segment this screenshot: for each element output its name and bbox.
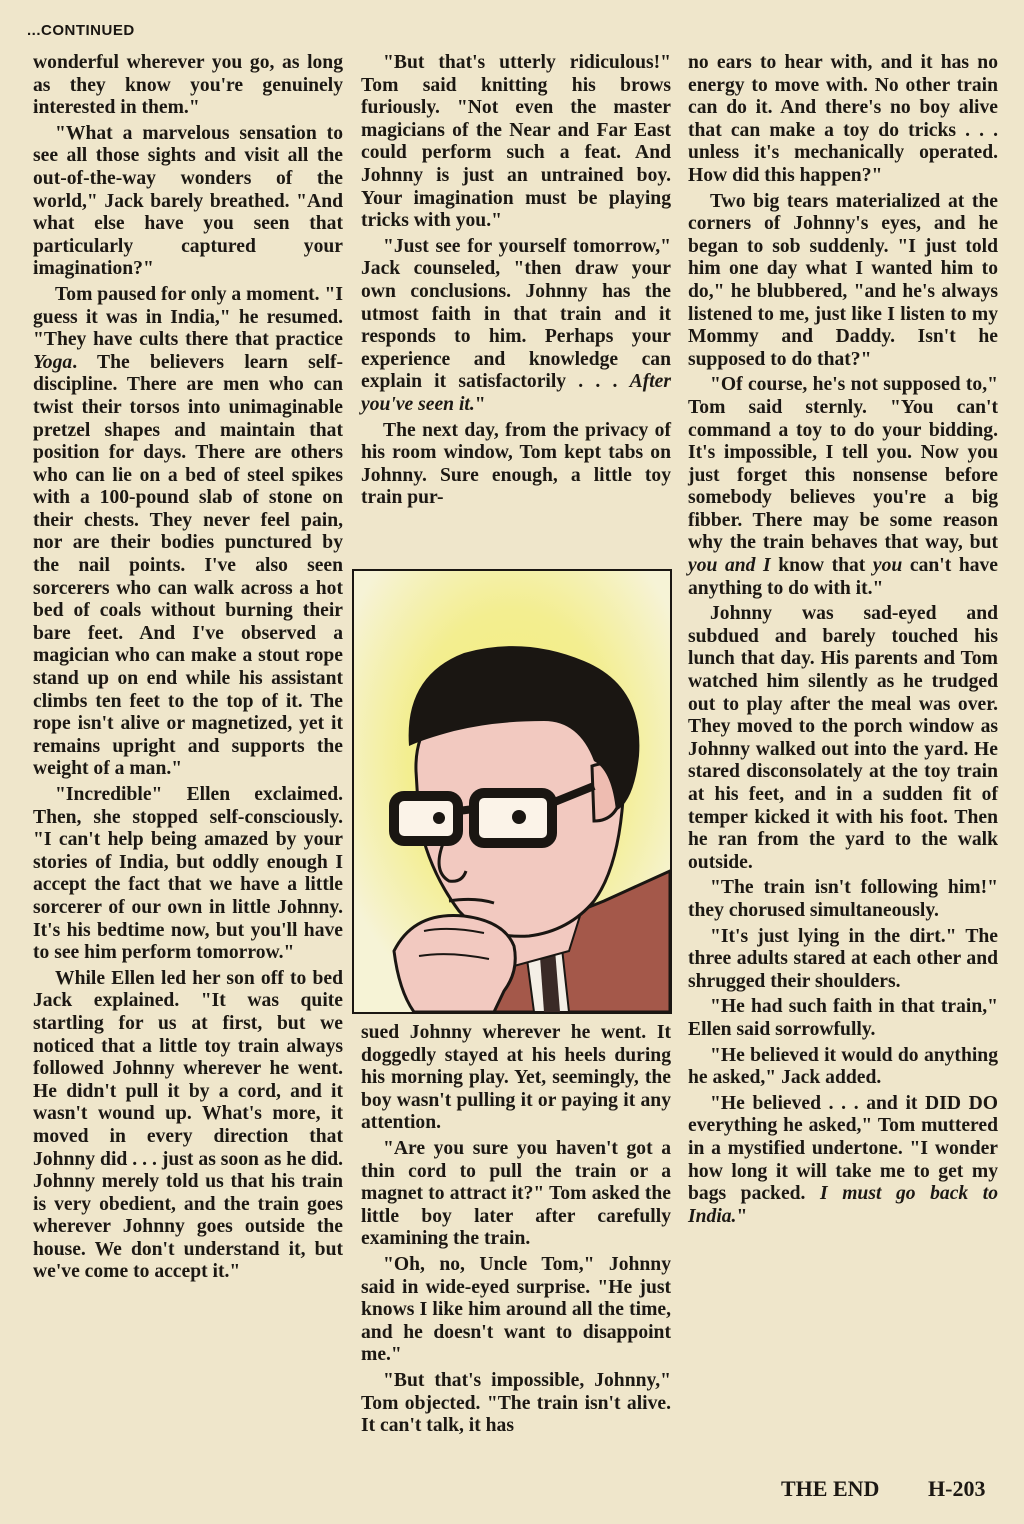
paragraph: "Just see for yourself tomorrow," Jack counseled, "then draw your own conclusions. Johnny has the utmost faith in that train and it responds to him. Perhaps your experience and knowledge can explain it satisfactorily . . . After you've seen it." <box>361 235 671 415</box>
paragraph: "But that's impossible, Johnny," Tom objected. "The train isn't alive. It can't talk, it has <box>361 1369 671 1437</box>
the-end-label: THE END <box>781 1476 880 1501</box>
paragraph: "Are you sure you haven't got a thin cord to pull the train or a magnet to attract it?" Tom asked the little boy later after carefully examining the train. <box>361 1137 671 1250</box>
paragraph: The next day, from the privacy of his room window, Tom kept tabs on Johnny. Sure enough, a little toy train pur- <box>361 419 671 509</box>
paragraph: no ears to hear with, and it has no energy to move with. No other train can do it. And there's no boy alive that can make a toy do tricks . . . unless it's mechanically operated. How did this happen?" <box>688 52 998 186</box>
paragraph: "Incredible" Ellen exclaimed. Then, she stopped self-consciously. "I can't help being amazed by your stories of India, but oddly enough I accept the fact that we have a little sorcerer of our own in little Johnny. It's his bedtime now, but you'll have to see him perform tomorrow." <box>33 784 343 964</box>
paragraph: "What a marvelous sensation to see all those sights and visit all the out-of-the-way wonders of the world," Jack barely breathed. "And what else have you seen that particularly captured your imagination?" <box>33 122 343 280</box>
paragraph: While Ellen led her son off to bed Jack explained. "It was quite startling for us at first, but we noticed that a little toy train always followed Johnny wherever he went. He didn't pull it by a cord, and it wasn't wound up. What's more, it moved in every direction that Johnny did . . . just as soon as he did. Johnny merely told us that his train is very obedient, and the train goes wherever Johnny goes outside the house. We don't understand it, but we've come to accept it." <box>33 967 343 1283</box>
paragraph: "It's just lying in the dirt." The three adults stared at each other and shrugged their shoulders. <box>688 925 998 992</box>
comic-panel-tom-portrait <box>352 569 672 1014</box>
page-number: H-203 <box>928 1476 986 1501</box>
tom-thinking-illustration <box>354 571 670 1012</box>
continued-header: ...CONTINUED <box>27 22 135 39</box>
text-column-left <box>33 52 343 1284</box>
text-column-middle-top <box>361 52 671 510</box>
left-eye <box>433 812 445 824</box>
right-eye <box>512 810 526 824</box>
paragraph: Tom paused for only a moment. "I guess it was in India," he resumed. "They have cults there that practice Yoga. The believers learn self-discipline. There are men who can twist their torsos into unimaginable pretzel shapes and maintain that position for days. There are others who can lie on a bed of steel spikes with a 100-pound slab of stone on their chests. They never feel pain, nor are their bodies punctured by the nail points. I've also seen sorcerers who can walk across a hot bed of coals without burning their bare feet. And I've observed a magician who can make a stout rope stand up on end while his assistant climbs ten feet to the top of it. The rope isn't alive or magnetized, yet it remains upright and supports the weight of a man." <box>33 283 343 780</box>
glasses-left-lens <box>394 796 458 841</box>
paragraph: Two big tears materialized at the corners of Johnny's eyes, and he began to sob suddenly. "I just told him one day what I wanted him to do," he blubbered, "and he's always listened to me, just like I listen to my Mommy and Daddy. Isn't he supposed to do that?" <box>688 190 998 370</box>
paragraph: "He believed it would do anything he asked," Jack added. <box>688 1044 998 1089</box>
paragraph: "He had such faith in that train," Ellen said sorrowfully. <box>688 996 998 1040</box>
text-column-middle-bottom <box>361 1022 671 1438</box>
paragraph: "The train isn't following him!" they chorused simultaneously. <box>688 877 998 921</box>
paragraph: sued Johnny wherever he went. It doggedly stayed at his heels during his morning play. Yet, seemingly, the boy wasn't pulling it or paying it any attention. <box>361 1022 671 1134</box>
paragraph: "Of course, he's not supposed to," Tom said sternly. "You can't command a toy to do your bidding. It's impossible, I tell you. Now you just forget this nonsense before somebody believes you're a big fibber. There may be some reason why the train behaves that way, but you and I know that you can't have anything to do with it." <box>688 374 999 599</box>
paragraph: "Oh, no, Uncle Tom," Johnny said in wide-eyed surprise. "He just knows I like him around all the time, and he doesn't want to disappoint me." <box>361 1253 671 1366</box>
paragraph: Johnny was sad-eyed and subdued and barely touched his lunch that day. His parents and Tom watched him silently as he trudged out to play after the meal was over. They moved to the porch window as Johnny walked out into the yard. He stared disconsolately at the toy train at his feet, and in a sudden fit of temper kicked it with his foot. Then he ran from the yard to the walk outside. <box>688 603 998 873</box>
paragraph: wonderful wherever you go, as long as they know you're genuinely interested in them." <box>33 52 343 119</box>
text-column-right <box>688 52 998 1228</box>
paragraph: "He believed . . . and it DID DO everything he asked," Tom muttered in a mystified undertone. "I wonder how long it will take me to get my bags packed. I must go back to India." <box>688 1092 998 1227</box>
paragraph: "But that's utterly ridiculous!" Tom said knitting his brows furiously. "Not even the master magicians of the Near and Far East could perform such a feat. And Johnny is just an untrained boy. Your imagination must be playing tricks with you." <box>361 52 671 232</box>
